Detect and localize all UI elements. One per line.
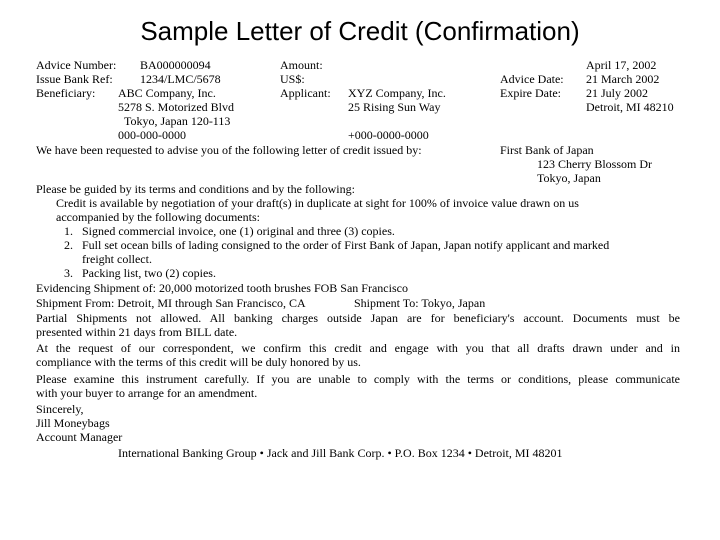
confirmation-line-1: At the request of our correspondent, we confirm this credit and engage with you that all drafts drawn under and in <box>36 341 680 355</box>
signer-title: Account Manager <box>36 430 123 444</box>
applicant-address: 25 Rising Sun Way <box>348 100 441 114</box>
guided-sentence: Please be guided by its terms and conditions and by the following: <box>36 182 355 196</box>
expire-place: Detroit, MI 48210 <box>586 100 674 114</box>
currency-label: US$: <box>280 72 305 86</box>
document-item-number: 3. <box>64 266 73 280</box>
advice-number-label: Advice Number: <box>36 58 117 72</box>
document-item-text: Packing list, two (2) copies. <box>82 266 216 280</box>
closing-sincerely: Sincerely, <box>36 402 84 416</box>
issuing-bank-city: Tokyo, Japan <box>537 171 601 185</box>
advise-sentence: We have been requested to advise you of the following letter of credit issued by: <box>36 143 422 157</box>
beneficiary-phone: 000-000-0000 <box>118 128 186 142</box>
document-item-continuation: freight collect. <box>82 252 152 266</box>
expire-date-value: 21 July 2002 <box>586 86 649 100</box>
issue-bank-ref-label: Issue Bank Ref: <box>36 72 113 86</box>
applicant-phone: +000-0000-0000 <box>348 128 429 142</box>
advice-number-value: BA000000094 <box>140 58 211 72</box>
letter-date: April 17, 2002 <box>586 58 657 72</box>
issue-bank-ref-value: 1234/LMC/5678 <box>140 72 221 86</box>
shipment-from: Shipment From: Detroit, MI through San Francisco, CA <box>36 296 306 310</box>
beneficiary-label: Beneficiary: <box>36 86 96 100</box>
partial-shipments-line-1: Partial Shipments not allowed. All banking charges outside Japan are for beneficiary's account. Documents must be <box>36 311 680 325</box>
examine-line-1: Please examine this instrument carefully. If you are unable to comply with the terms or conditions, please communicate <box>36 372 680 386</box>
examine-line-2: with your buyer to arrange for an amendment. <box>36 386 258 400</box>
applicant-label: Applicant: <box>280 86 331 100</box>
beneficiary-address-line-1: 5278 S. Motorized Blvd <box>118 100 234 114</box>
document-item-text: Signed commercial invoice, one (1) original and three (3) copies. <box>82 224 395 238</box>
issuing-bank-address: 123 Cherry Blossom Dr <box>537 157 652 171</box>
confirmation-line-2: compliance with the terms of this credit will be duly honored by us. <box>36 355 361 369</box>
amount-label: Amount: <box>280 58 323 72</box>
beneficiary-name: ABC Company, Inc. <box>118 86 216 100</box>
document-item-text: Full set ocean bills of lading consigned to the order of First Bank of Japan, Japan notify applicant and marked <box>82 238 610 252</box>
credit-availability-line-2: accompanied by the following documents: <box>56 210 260 224</box>
evidencing-shipment: Evidencing Shipment of: 20,000 motorized tooth brushes FOB San Francisco <box>36 281 408 295</box>
advice-date-value: 21 March 2002 <box>586 72 660 86</box>
expire-date-label: Expire Date: <box>500 86 561 100</box>
bank-footer: International Banking Group • Jack and Jill Bank Corp. • P.O. Box 1234 • Detroit, MI 48201 <box>118 446 563 460</box>
credit-availability-line-1: Credit is available by negotiation of your draft(s) in duplicate at sight for 100% of invoice value drawn on us <box>56 196 579 210</box>
document-item-number: 1. <box>64 224 73 238</box>
partial-shipments-line-2: presented within 21 days from BILL date. <box>36 325 238 339</box>
signer-name: Jill Moneybags <box>36 416 110 430</box>
issuing-bank-name: First Bank of Japan <box>500 143 594 157</box>
page-title: Sample Letter of Credit (Confirmation) <box>140 16 580 46</box>
beneficiary-address-line-2: Tokyo, Japan 120-113 <box>124 114 231 128</box>
shipment-to: Shipment To: Tokyo, Japan <box>354 296 486 310</box>
applicant-name: XYZ Company, Inc. <box>348 86 446 100</box>
document-item-number: 2. <box>64 238 73 252</box>
advice-date-label: Advice Date: <box>500 72 564 86</box>
